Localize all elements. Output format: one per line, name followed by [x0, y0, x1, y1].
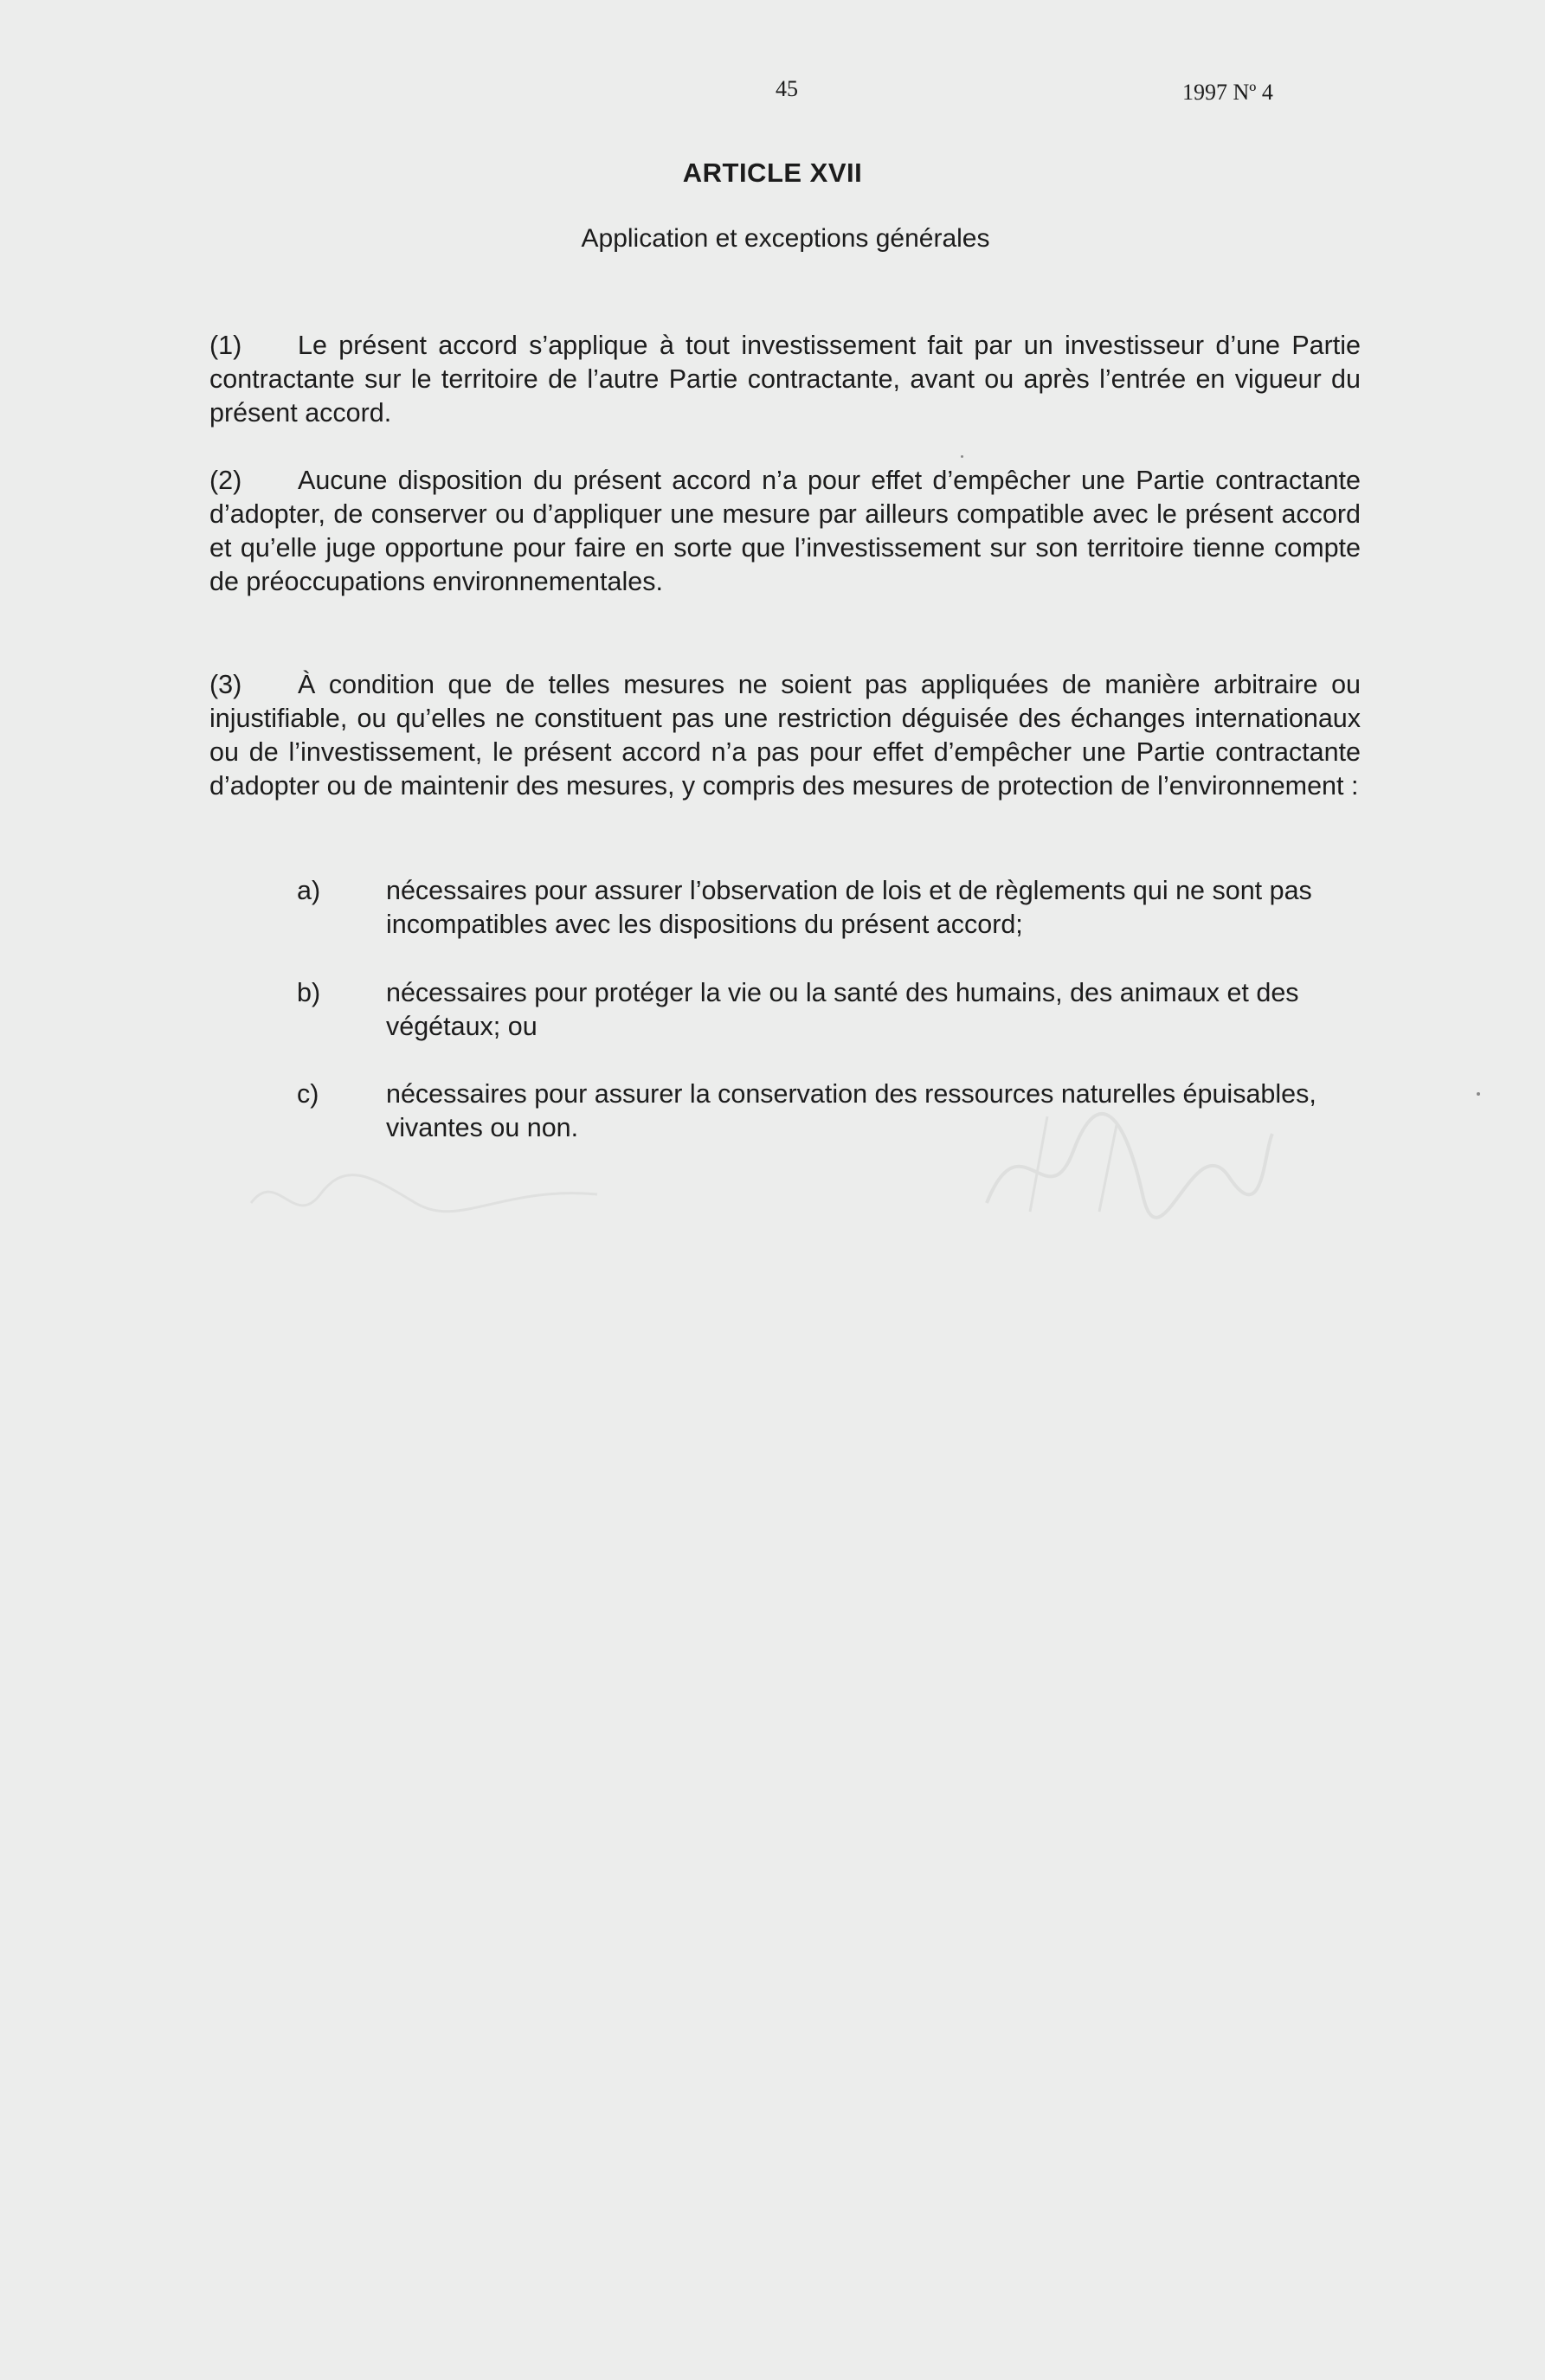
article-subtitle: Application et exceptions générales — [581, 224, 990, 253]
paragraph-1 — [209, 329, 1361, 430]
gazette-reference: 1997 Nº 4 — [1182, 80, 1273, 105]
paragraph-text: Aucune disposition du présent accord n’a pour effet d’empêcher une Partie contractante d’adopter, de conserver ou d’appliquer une mesure par ailleurs compatible avec le présent accord et qu’elle juge opportune pour faire en sorte que l’investissement sur son territoire tienne compte de préoccupations environnementales. — [209, 466, 1361, 596]
list-item-text: nécessaires pour protéger la vie ou la santé des humains, des animaux et des végétaux; ou — [386, 978, 1299, 1041]
paragraph-number: (2) — [209, 466, 242, 495]
article-title: ARTICLE XVII — [682, 158, 863, 188]
list-item-label: a) — [297, 876, 321, 905]
paragraph-text: À condition que de telles mesures ne soient pas appliquées de manière arbitraire ou injustifiable, ou qu’elles ne constituent pas une restriction déguisée des échanges internationaux ou de l’investissement, le présent accord n’a pas pour effet d’empêcher une Partie contractante d’adopter ou de maintenir des mesures, y compris des mesures de protection de l’environnement : — [209, 670, 1361, 801]
paragraph-number: (1) — [209, 331, 242, 360]
list-item-text: nécessaires pour assurer l’observation de lois et de règlements qui ne sont pas incompatibles avec les dispositions du présent accord; — [386, 876, 1312, 939]
paper-speck — [961, 455, 963, 458]
list-item-label: b) — [297, 978, 321, 1007]
paper-speck — [1477, 1092, 1480, 1096]
list-item-label: c) — [297, 1079, 319, 1109]
paragraph-3 — [209, 668, 1361, 803]
paragraph-2 — [209, 464, 1361, 599]
page-number: 45 — [776, 76, 798, 101]
bleed-through-signature-left — [242, 1168, 606, 1229]
paragraph-number: (3) — [209, 670, 242, 699]
paragraph-text: Le présent accord s’applique à tout investissement fait par un investisseur d’une Partie contractante sur le territoire de l’autre Partie contractante, avant ou après l’entrée en vigueur du présent accord. — [209, 331, 1361, 428]
list-item-text: nécessaires pour assurer la conservation des ressources naturelles épuisables, vivantes ou non. — [386, 1079, 1316, 1142]
